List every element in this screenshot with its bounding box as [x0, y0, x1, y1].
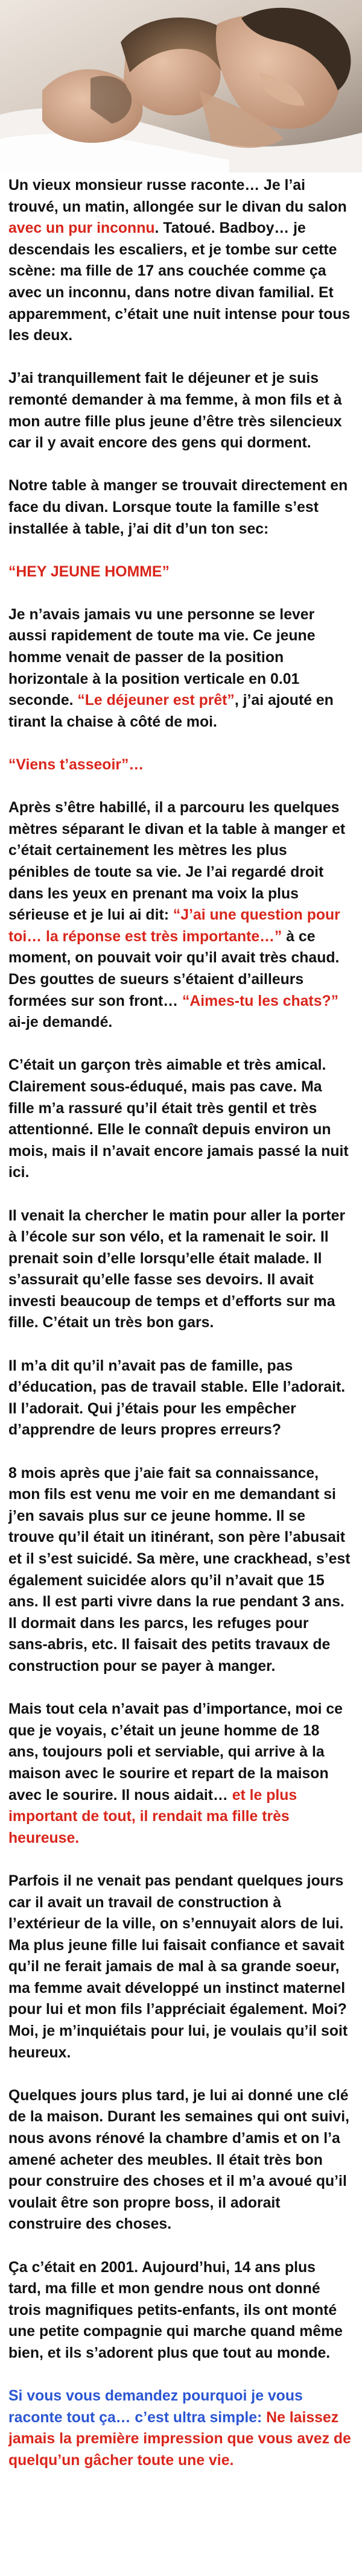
paragraph-5-quote: “Le déjeuner est prêt”	[77, 692, 235, 709]
paragraph-7-text-c: à ce moment, on pouvait voir qu’il avait très chaud. Des gouttes de sueurs s’étaient d’ailleurs formées sur son front…	[8, 928, 340, 1009]
paragraph-13: Parfois il ne venait pas pendant quelques jours car il avait un travail de construction à l’extérieur de la ville, on s’ennuyait alors de lui. Ma plus jeune fille lui faisait confiance et savait qu’il ne ferait jamais de mal à sa grande soeur, ma femme avait développé un instinct maternel pour lui et mon fils l’appréciait également. Moi? Moi, je m’inquiétais pour lui, je voulais qu’il soit heureux.	[8, 1872, 348, 2061]
paragraph-12	[8, 1699, 351, 1849]
paragraph-9: Il venait la chercher le matin pour aller la porter à l’école sur son vélo, et la ramenait le soir. Il prenait soin d’elle lorsqu’elle était malade. Il s’assurait qu’elle fasse ses devoirs. Il avait investi beaucoup de temps et d’efforts sur ma fille. C’était un très bon gars.	[8, 1207, 346, 1331]
paragraph-7	[8, 797, 351, 1034]
paragraph-5-text-a: Je n’avais jamais vu une personne se lever aussi rapidement de toute ma vie. Ce jeune homme venait de passer de la position horizontale à la position verticale en 0.01 seconde.	[8, 606, 316, 709]
paragraph-5-text-c: , j’ai ajouté en tirant la chaise à côté de moi.	[8, 692, 334, 730]
paragraph-11: 8 mois après que j’aie fait sa connaissance, mon fils est venu me voir en me demandant si j’en savais plus sur ce jeune homme. Il se trouve qu’il était un itinérant, son père l’abusait et il s’est suicidé. Sa mère, une crackhead, s’est également suicidée alors qu’il n’avait que 15 ans. Il est parti vivre dans la rue pendant 3 ans. Il dormait dans les parcs, les refuges pour sans-abris, etc. Il faisait des petits travaux de construction pour se payer à manger.	[8, 1465, 351, 1675]
paragraph-16-highlight: Ne laissez jamais la première impression que vous avez de quelqu’un gâcher toute une vie.	[8, 2409, 351, 2469]
paragraph-10: Il m’a dit qu’il n’avait pas de famille, pas d’éducation, pas de travail stable. Elle l’adorait. Il l’adorait. Qui j’étais pour les empêcher d’apprendre de leurs propres erreurs?	[8, 1357, 346, 1439]
paragraph-12-highlight: et le plus important de tout, il rendait ma fille très heureuse.	[8, 1787, 297, 1846]
paragraph-8: C’était un garçon très aimable et très amical. Clairement sous-éduqué, mais pas cave. Ma fille m’a rassuré qu’il était très gentil et très attentionné. Elle le connaît depuis environ un mois, mais il n’avait encore jamais passé la nuit ici.	[8, 1057, 349, 1181]
paragraph-2: J’ai tranquillement fait le déjeuner et je suis remonté demander à ma femme, à mon fils et à mon autre fille plus jeune d’être très silencieux car il y avait encore des gens qui dorment.	[8, 370, 342, 452]
paragraph-12-text-a: Mais tout cela n’avait pas d’importance, moi ce que je voyais, c’était un jeune homme de 18 ans, toujours poli et serviable, qui arrive à la maison avec le sourire et repart de la maison avec le sourire. Il nous aidait…	[8, 1701, 343, 1804]
paragraph-15: Ça c’était en 2001. Aujourd’hui, 14 ans plus tard, ma fille et mon gendre nous ont donné trois magnifiques petits-enfants, ils ont monté une petite compagnie qui marche quand même bien, et ils s’adorent plus que tout au monde.	[8, 2259, 343, 2361]
paragraph-7-quote-cats: “Aimes-tu les chats?”	[182, 993, 339, 1009]
article	[0, 172, 362, 2472]
paragraph-5	[8, 604, 351, 733]
paragraph-16-text-a: Si vous vous demandez pourquoi je vous raconte tout ça… c’est ultra simple:	[8, 2388, 303, 2426]
paragraph-1	[8, 175, 351, 347]
hero-image	[0, 0, 362, 172]
paragraph-14: Quelques jours plus tard, je lui ai donné une clé de la maison. Durant les semaines qui ont suivi, nous avons rénové la chambre d’amis et on l’a amené acheter des meubles. Il était très bon pour construire des choses et il m’a avoué qu’il voulait être son propre boss, il adorait construire des choses.	[8, 2087, 349, 2233]
couple-photo	[0, 0, 362, 172]
paragraph-7-text-e: ai-je demandé.	[8, 1014, 113, 1031]
paragraph-7-text-a: Après s’être habillé, il a parcouru les quelques mètres séparant le divan et la table à manger et c’était certainement les mètres les plus pénibles de toute sa vie. Je l’ai regardé droit dans les yeux en prenant ma voix la plus sérieuse et je lui ai dit:	[8, 800, 346, 924]
paragraph-4-quote: “HEY JEUNE HOMME”	[8, 563, 170, 580]
paragraph-16-conclusion	[8, 2385, 351, 2471]
paragraph-3: Notre table à manger se trouvait directement en face du divan. Lorsque toute la famille s’est installée à table, j’ai dit d’un ton sec:	[8, 478, 348, 537]
paragraph-6-quote: “Viens t’asseoir”…	[8, 757, 144, 774]
paragraph-1-text-c: . Tatoué. Badboy… je descendais les escaliers, et je tombe sur cette scène: ma fille de 17 ans couchée comme ça avec un inconnu, dans notre divan familial. Et apparemment, c’était une nuit intense pour tous les deux.	[8, 220, 351, 344]
paragraph-7-quote-question: “J’ai une question pour toi… la réponse est très importante…”	[8, 907, 340, 945]
paragraph-1-highlight: avec un pur inconnu	[8, 220, 155, 237]
paragraph-1-text-a: Un vieux monsieur russe raconte… Je l’ai trouvé, un matin, allongée sur le divan du salon	[8, 177, 347, 215]
